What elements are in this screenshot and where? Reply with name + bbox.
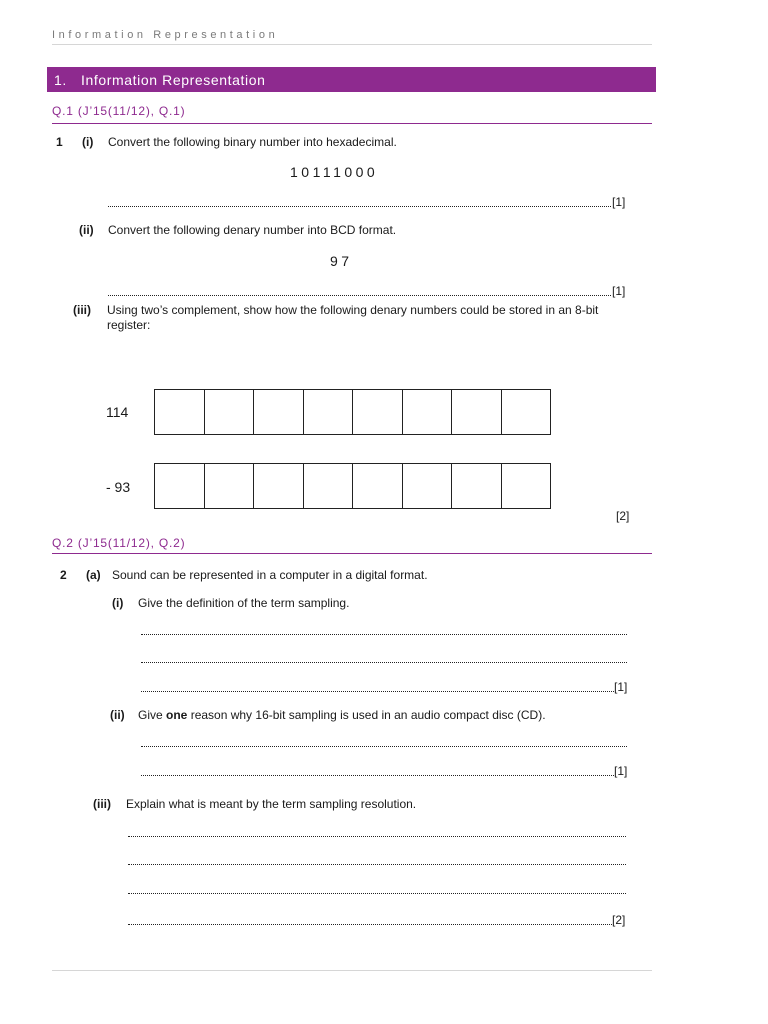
answer-line[interactable] xyxy=(128,893,626,894)
running-head: Information Representation xyxy=(52,29,279,41)
part-i-label: (i) xyxy=(82,135,94,149)
question-1-heading: Q.1 (J’15(11/12), Q.1) xyxy=(52,104,186,118)
part-ii-text-start: Give xyxy=(138,708,167,722)
mark-allocation: [1] xyxy=(614,680,628,694)
answer-line[interactable] xyxy=(141,691,614,692)
answer-line[interactable] xyxy=(141,775,614,776)
part-iii-text-continued: register: xyxy=(107,318,151,332)
mark-allocation: [2] xyxy=(612,913,626,927)
bit-cell[interactable] xyxy=(205,464,255,508)
answer-line[interactable] xyxy=(128,864,626,865)
bit-cell[interactable] xyxy=(502,390,551,434)
bit-cell[interactable] xyxy=(502,464,551,508)
bit-cell[interactable] xyxy=(403,464,453,508)
part-ii-label: (ii) xyxy=(79,223,94,237)
binary-number: 10111000 xyxy=(290,164,379,180)
register-8-bit xyxy=(154,389,551,435)
header-divider xyxy=(52,44,652,45)
part-iii-text: Using two’s complement, show how the following denary numbers could be stored in an 8-bit xyxy=(107,303,599,317)
bit-cell[interactable] xyxy=(205,390,255,434)
section-number: 1. xyxy=(54,71,67,88)
part-i-text: Give the definition of the term sampling. xyxy=(138,596,350,610)
part-i-label: (i) xyxy=(112,596,124,610)
part-a-label: (a) xyxy=(86,568,101,582)
denary-number: 97 xyxy=(330,253,353,269)
answer-line[interactable] xyxy=(108,295,611,296)
part-i-text: Convert the following binary number into hexadecimal. xyxy=(108,135,397,149)
register-label: - 93 xyxy=(106,479,131,495)
register-label: 114 xyxy=(106,404,129,420)
bit-cell[interactable] xyxy=(353,464,403,508)
part-ii-label: (ii) xyxy=(110,708,125,722)
mark-allocation: [1] xyxy=(614,764,628,778)
answer-line[interactable] xyxy=(141,746,627,747)
mark-allocation: [1] xyxy=(612,195,626,209)
bit-cell[interactable] xyxy=(155,390,205,434)
bit-cell[interactable] xyxy=(254,390,304,434)
answer-line[interactable] xyxy=(128,924,612,925)
question-2-heading: Q.2 (J’15(11/12), Q.2) xyxy=(52,536,186,550)
section-title: Information Representation xyxy=(81,71,266,88)
section-banner xyxy=(47,67,656,92)
answer-line[interactable] xyxy=(128,836,626,837)
question-1-divider xyxy=(52,123,652,124)
footer-divider xyxy=(52,970,652,971)
part-ii-text-end: reason why 16-bit sampling is used in an audio compact disc (CD). xyxy=(187,708,546,722)
part-iii-text: Explain what is meant by the term sampling resolution. xyxy=(126,797,417,811)
answer-line[interactable] xyxy=(141,634,627,635)
question-1-number: 1 xyxy=(56,135,63,149)
part-iii-label: (iii) xyxy=(93,797,111,811)
part-a-text: Sound can be represented in a computer in a digital format. xyxy=(112,568,428,582)
bit-cell[interactable] xyxy=(304,390,354,434)
bit-cell[interactable] xyxy=(304,464,354,508)
register-8-bit xyxy=(154,463,551,509)
bit-cell[interactable] xyxy=(155,464,205,508)
mark-allocation: [1] xyxy=(612,284,626,298)
part-ii-text xyxy=(138,708,546,722)
bit-cell[interactable] xyxy=(452,390,502,434)
part-iii-label: (iii) xyxy=(73,303,91,317)
bit-cell[interactable] xyxy=(403,390,453,434)
answer-line[interactable] xyxy=(108,206,611,207)
mark-allocation: [2] xyxy=(616,509,630,523)
bit-cell[interactable] xyxy=(254,464,304,508)
question-2-divider xyxy=(52,553,652,554)
answer-line[interactable] xyxy=(141,662,627,663)
part-ii-text: Convert the following denary number into BCD format. xyxy=(108,223,397,237)
bit-cell[interactable] xyxy=(452,464,502,508)
emphasis-one: one xyxy=(166,708,188,722)
bit-cell[interactable] xyxy=(353,390,403,434)
question-2-number: 2 xyxy=(60,568,67,582)
